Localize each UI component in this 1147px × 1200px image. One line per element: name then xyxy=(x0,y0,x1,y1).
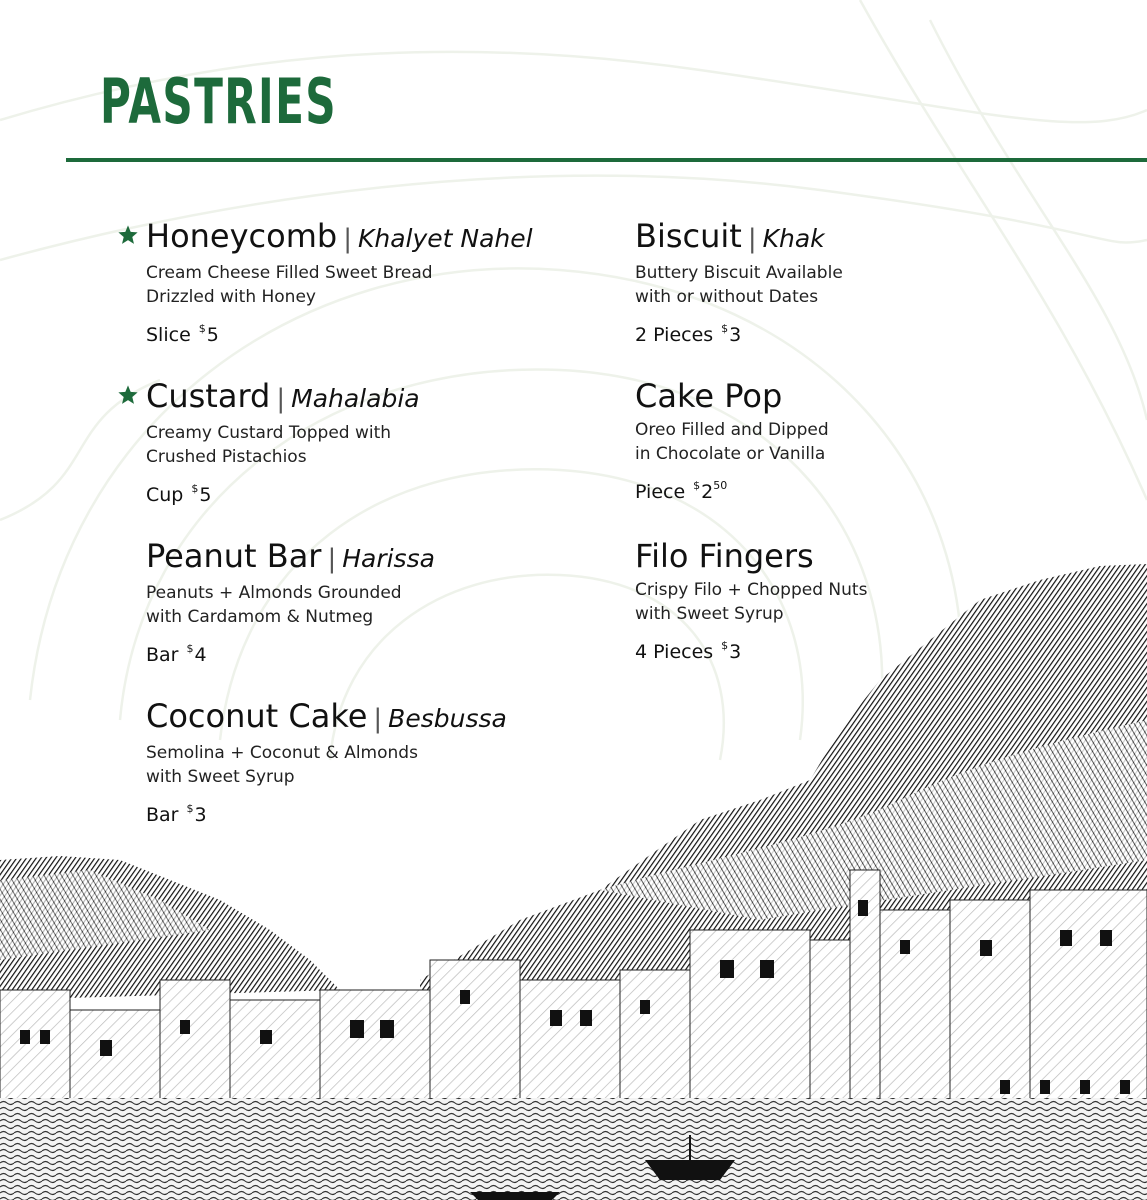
currency-symbol: $ xyxy=(198,322,206,335)
currency-symbol: $ xyxy=(693,479,701,492)
item-title xyxy=(146,214,586,261)
price-amount: 5 xyxy=(206,324,219,346)
item-arabic-name: Harissa xyxy=(342,544,435,573)
item-description: Peanuts + Almonds Grounded with Cardamom & Nutmeg xyxy=(146,583,402,627)
currency-symbol: $ xyxy=(721,639,729,652)
menu-item-biscuit xyxy=(635,214,1075,374)
item-price xyxy=(635,474,1075,504)
item-price xyxy=(635,317,1075,347)
item-title xyxy=(146,374,586,421)
price-unit: 2 Pieces xyxy=(635,324,714,346)
name-separator: | xyxy=(327,544,337,574)
item-arabic-name: Khalyet Nahel xyxy=(357,224,533,253)
price-amount: 5 xyxy=(199,484,212,506)
menu-item-cake-pop xyxy=(635,374,1075,534)
name-separator: | xyxy=(276,384,286,414)
currency-symbol: $ xyxy=(191,482,199,495)
item-description: Oreo Filled and Dipped in Chocolate or Vanilla xyxy=(635,420,829,464)
price-unit: Bar xyxy=(146,644,179,666)
price-amount: 3 xyxy=(194,804,207,826)
item-arabic-name: Mahalabia xyxy=(291,384,420,413)
item-description: Semolina + Coconut & Almonds with Sweet Syrup xyxy=(146,743,418,787)
price-amount: 2 xyxy=(701,481,714,503)
name-separator: | xyxy=(343,224,352,254)
star-icon xyxy=(117,224,139,246)
item-description: Crispy Filo + Chopped Nuts with Sweet Syrup xyxy=(635,580,868,624)
item-arabic-name: Khak xyxy=(762,224,825,253)
item-name: Filo Fingers xyxy=(635,537,814,575)
item-name: Biscuit xyxy=(635,217,742,255)
item-description: Buttery Biscuit Available with or without Dates xyxy=(635,263,843,307)
price-amount: 4 xyxy=(194,644,207,666)
item-description: Cream Cheese Filled Sweet Bread Drizzled with Honey xyxy=(146,263,433,307)
item-title xyxy=(635,214,1075,261)
title-divider xyxy=(66,158,1147,162)
page-title: PASTRIES xyxy=(100,65,337,138)
currency-symbol: $ xyxy=(721,322,729,335)
menu-item-honeycomb xyxy=(146,214,586,374)
harbor-landscape-illustration xyxy=(0,560,1147,1200)
menu-item-custard xyxy=(146,374,586,534)
item-name: Coconut Cake xyxy=(146,697,368,735)
price-unit: Piece xyxy=(635,481,686,503)
price-unit: Slice xyxy=(146,324,191,346)
price-unit: 4 Pieces xyxy=(635,641,714,663)
item-arabic-name: Besbussa xyxy=(388,704,507,733)
price-amount: 3 xyxy=(729,324,742,346)
item-name: Custard xyxy=(146,377,271,415)
harbor-water xyxy=(0,1098,1147,1200)
item-name: Peanut Bar xyxy=(146,537,322,575)
price-unit: Bar xyxy=(146,804,179,826)
item-description: Creamy Custard Topped with Crushed Pistachios xyxy=(146,423,392,467)
currency-symbol: $ xyxy=(186,642,194,655)
price-unit: Cup xyxy=(146,484,184,506)
name-separator: | xyxy=(747,224,757,254)
item-title xyxy=(635,374,1075,418)
item-price xyxy=(146,477,586,507)
item-name: Honeycomb xyxy=(146,217,338,255)
price-amount: 3 xyxy=(729,641,742,663)
name-separator: | xyxy=(373,704,383,734)
item-price xyxy=(146,317,586,347)
currency-symbol: $ xyxy=(186,802,194,815)
price-cents: 50 xyxy=(713,479,728,492)
star-icon xyxy=(117,384,139,406)
item-name: Cake Pop xyxy=(635,377,783,415)
